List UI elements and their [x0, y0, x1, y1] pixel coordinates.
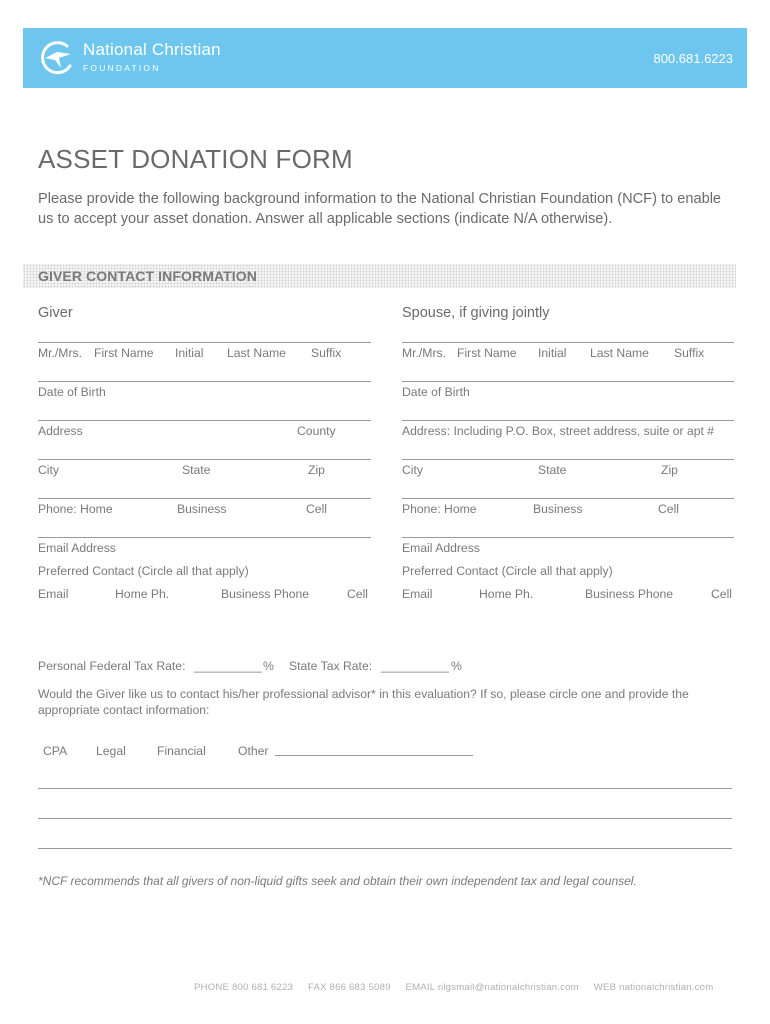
- spouse-name-line[interactable]: [402, 342, 734, 343]
- footer: [194, 982, 725, 993]
- spouse-city-line[interactable]: [402, 459, 734, 460]
- spouse-salutation-label: Mr./Mrs.: [402, 346, 447, 360]
- spouse-state-label: State: [538, 463, 567, 477]
- giver-county-label: County: [297, 424, 336, 438]
- advisor-contact-line[interactable]: [38, 818, 732, 819]
- spouse-suffix-label: Suffix: [674, 346, 705, 360]
- spouse-zip-label: Zip: [661, 463, 678, 477]
- spouse-first-name-label: First Name: [457, 346, 517, 360]
- giver-city-line[interactable]: [38, 459, 371, 460]
- advisor-question: Would the Giver like us to contact his/her professional advisor* in this evaluation? If so, please circle one and provide the appropriate contact information:: [38, 687, 689, 717]
- advisor-option-legal[interactable]: Legal: [96, 744, 126, 758]
- form-title: ASSET DONATION FORM: [38, 144, 353, 174]
- footer-phone: PHONE 800 681 6223: [194, 982, 294, 993]
- footer-email[interactable]: EMAIL nlgsmail@nationalchristian.com: [405, 982, 579, 993]
- advisor-option-other[interactable]: Other: [238, 744, 269, 758]
- state-tax-rate-field[interactable]: __________: [381, 659, 449, 673]
- giver-suffix-label: Suffix: [311, 346, 342, 360]
- giver-email-label: Email Address: [38, 541, 116, 555]
- giver-phone-line[interactable]: [38, 498, 371, 499]
- spouse-initial-label: Initial: [538, 346, 567, 360]
- giver-option-business-phone[interactable]: Business Phone: [221, 587, 310, 601]
- federal-tax-rate-field[interactable]: __________: [194, 659, 262, 673]
- spouse-heading: Spouse, if giving jointly: [402, 305, 550, 321]
- spouse-dob-label: Date of Birth: [402, 385, 470, 399]
- giver-address-label: Address: [38, 424, 83, 438]
- giver-option-email[interactable]: Email: [38, 587, 69, 601]
- giver-name-line[interactable]: [38, 342, 371, 343]
- giver-dob-label: Date of Birth: [38, 385, 106, 399]
- advisor-other-line[interactable]: [275, 755, 473, 756]
- header-phone: 800.681.6223: [653, 51, 733, 66]
- org-name: National Christian: [83, 40, 221, 59]
- header-bar: [23, 28, 747, 88]
- spouse-option-business-phone[interactable]: Business Phone: [585, 587, 674, 601]
- spouse-phone-line[interactable]: [402, 498, 734, 499]
- spouse-address-line[interactable]: [402, 420, 734, 421]
- advisor-contact-line[interactable]: [38, 848, 732, 849]
- spouse-email-label: Email Address: [402, 541, 480, 555]
- giver-zip-label: Zip: [308, 463, 325, 477]
- advisor-option-financial[interactable]: Financial: [157, 744, 206, 758]
- giver-first-name-label: First Name: [94, 346, 154, 360]
- advisor-option-cpa[interactable]: CPA: [43, 744, 68, 758]
- giver-initial-label: Initial: [175, 346, 204, 360]
- footer-web[interactable]: WEB nationalchristian.com: [593, 982, 714, 993]
- spouse-email-line[interactable]: [402, 537, 734, 538]
- spouse-dob-line[interactable]: [402, 381, 734, 382]
- giver-option-cell[interactable]: Cell: [347, 587, 368, 601]
- state-tax-pct: %: [451, 659, 462, 673]
- giver-address-line[interactable]: [38, 420, 371, 421]
- federal-tax-pct: %: [263, 659, 274, 673]
- giver-cell-label: Cell: [306, 502, 327, 516]
- giver-city-label: City: [38, 463, 59, 477]
- giver-state-label: State: [182, 463, 211, 477]
- org-subtitle: FOUNDATION: [83, 63, 161, 73]
- footnote: *NCF recommends that all givers of non-liquid gifts seek and obtain their own independent tax and legal counsel.: [38, 874, 637, 888]
- spouse-cell-label: Cell: [658, 502, 679, 516]
- federal-tax-rate-label: Personal Federal Tax Rate:: [38, 659, 186, 673]
- intro-text: Please provide the following background information to the National Christian Foundation (NCF) to enable us to accept your asset donation. Answer all applicable sections (indicate N/A otherwise).: [38, 191, 722, 227]
- spouse-option-home-phone[interactable]: Home Ph.: [479, 587, 534, 601]
- giver-dob-line[interactable]: [38, 381, 371, 382]
- spouse-last-name-label: Last Name: [590, 346, 649, 360]
- spouse-business-label: Business: [533, 502, 583, 516]
- giver-phone-home-label: Phone: Home: [38, 502, 113, 516]
- spouse-option-cell[interactable]: Cell: [711, 587, 732, 601]
- giver-option-home-phone[interactable]: Home Ph.: [115, 587, 170, 601]
- state-tax-rate-label: State Tax Rate:: [289, 659, 373, 673]
- spouse-option-email[interactable]: Email: [402, 587, 433, 601]
- giver-preferred-contact-label: Preferred Contact (Circle all that apply): [38, 564, 249, 578]
- section-title: GIVER CONTACT INFORMATION: [38, 268, 257, 284]
- spouse-phone-home-label: Phone: Home: [402, 502, 477, 516]
- spouse-preferred-contact-label: Preferred Contact (Circle all that apply): [402, 564, 613, 578]
- giver-business-label: Business: [177, 502, 227, 516]
- advisor-contact-line[interactable]: [38, 788, 732, 789]
- footer-fax: FAX 866 683 5089: [307, 982, 391, 993]
- giver-email-line[interactable]: [38, 537, 371, 538]
- giver-heading: Giver: [38, 305, 73, 321]
- ncf-logo-icon: [37, 38, 77, 78]
- spouse-city-label: City: [402, 463, 423, 477]
- giver-last-name-label: Last Name: [227, 346, 286, 360]
- spouse-address-label: Address: Including P.O. Box, street address, suite or apt #: [402, 424, 715, 438]
- giver-salutation-label: Mr./Mrs.: [38, 346, 83, 360]
